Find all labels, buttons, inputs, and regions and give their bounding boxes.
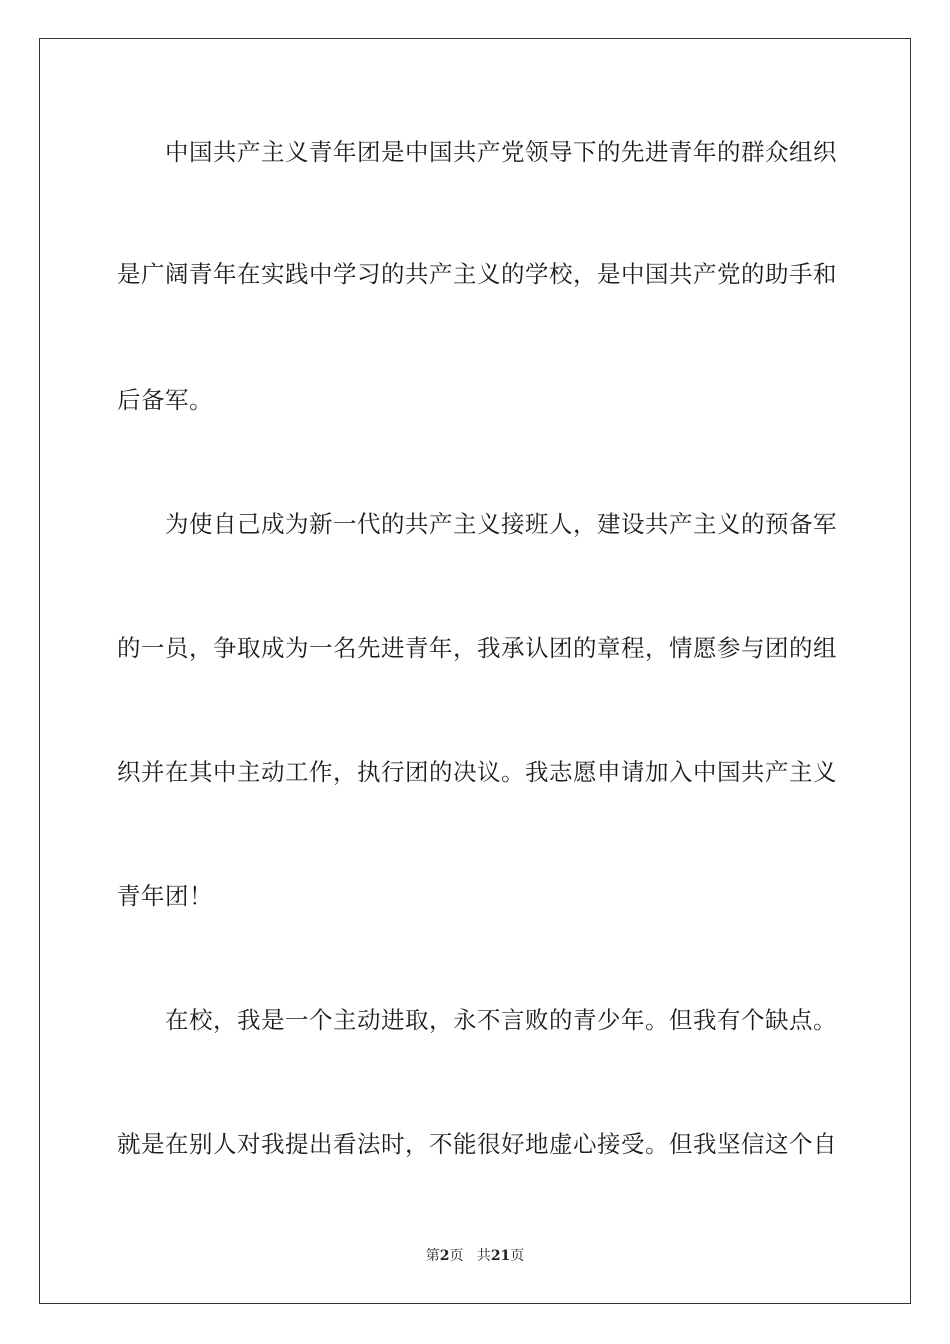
paragraph-2-line-3: 织并在其中主动工作，执行团的决议。我志愿申请加入中国共产主义 <box>117 758 837 786</box>
page-frame <box>39 38 911 1304</box>
footer-total-pages: 21 <box>490 1248 511 1264</box>
footer-total-prefix: 共 <box>476 1248 491 1264</box>
paragraph-2-line-4: 青年团！ <box>117 882 213 910</box>
page-footer <box>0 1246 950 1266</box>
paragraph-1-line-2: 是广阔青年在实践中学习的共产主义的学校，是中国共产党的助手和 <box>117 260 837 288</box>
paragraph-1-line-3: 后备军。 <box>117 386 213 414</box>
paragraph-3-line-2: 就是在别人对我提出看法时，不能很好地虚心接受。但我坚信这个自 <box>117 1130 837 1158</box>
footer-page-number: 2 <box>439 1248 450 1264</box>
footer-page-prefix: 第 <box>425 1248 440 1264</box>
paragraph-3-line-1: 在校，我是一个主动进取，永不言败的青少年。但我有个缺点。 <box>165 1006 837 1034</box>
footer-page-suffix: 页 <box>449 1248 464 1264</box>
paragraph-2-line-2: 的一员，争取成为一名先进青年，我承认团的章程，情愿参与团的组 <box>117 634 837 662</box>
footer-total-suffix: 页 <box>510 1248 525 1264</box>
paragraph-1-line-1: 中国共产主义青年团是中国共产党领导下的先进青年的群众组织 <box>165 138 837 166</box>
paragraph-2-line-1: 为使自己成为新一代的共产主义接班人，建设共产主义的预备军 <box>165 510 837 538</box>
